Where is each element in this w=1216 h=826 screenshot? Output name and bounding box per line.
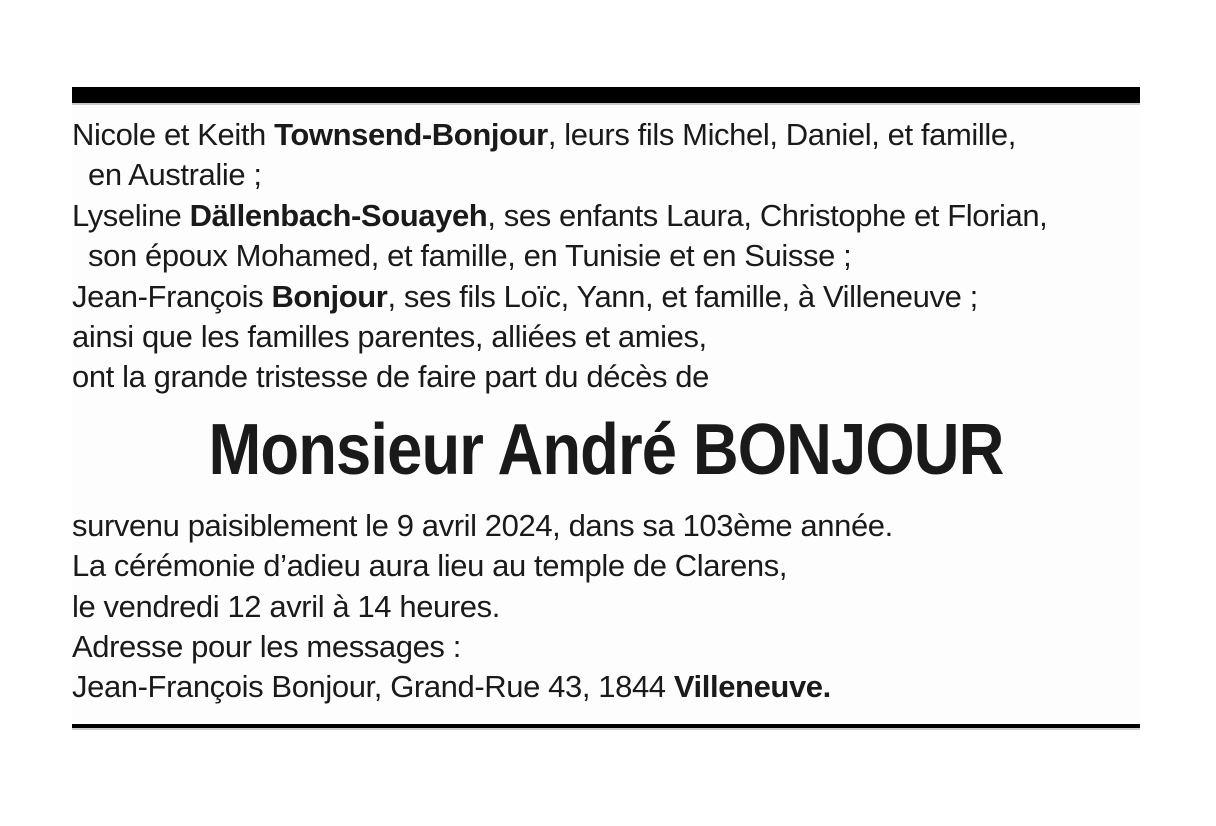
notice-line — [72, 196, 1140, 236]
notice-line — [72, 667, 1140, 707]
text-segment: son époux Mohamed, et famille, en Tunisie et en Suisse ; — [88, 238, 852, 274]
bold-text-segment: Townsend-Bonjour — [274, 117, 548, 152]
notice-line — [72, 506, 1140, 546]
text-segment: Jean-François Bonjour, Grand-Rue 43, 1844 — [72, 669, 674, 705]
notice-line — [72, 236, 1140, 276]
deceased-name-title: Monsieur André BONJOUR — [208, 409, 1004, 490]
text-segment: La cérémonie d’adieu aura lieu au temple de Clarens, — [72, 548, 788, 584]
text-segment: en Australie ; — [88, 157, 262, 193]
bottom-rule — [72, 724, 1140, 730]
text-segment: Adresse pour les messages : — [72, 629, 461, 665]
notice-line — [72, 115, 1140, 155]
obituary-notice-card — [72, 87, 1140, 730]
bold-text-segment: Dällenbach-Souayeh — [189, 197, 488, 233]
text-segment: , ses enfants Laura, Christophe et Florian, — [487, 197, 1048, 233]
text-segment: Lyseline — [72, 197, 190, 233]
text-segment: Nicole et Keith — [72, 117, 275, 152]
notice-line — [72, 277, 1140, 317]
notice-line — [72, 546, 1140, 586]
notice-content — [72, 105, 1140, 708]
notice-line — [72, 627, 1140, 667]
bold-text-segment: Bonjour — [271, 278, 388, 314]
notice-line — [72, 317, 1140, 357]
text-segment: ainsi que les familles parentes, alliées et amies, — [72, 319, 707, 355]
text-segment: , leurs fils Michel, Daniel, et famille, — [547, 117, 1016, 152]
text-segment: survenu paisiblement le 9 avril 2024, dans sa 103ème année. — [72, 507, 893, 543]
notice-line — [72, 357, 1140, 397]
family-intro-block — [72, 115, 1140, 398]
bold-text-segment: Villeneuve. — [673, 669, 831, 705]
text-segment: Jean-François — [72, 278, 272, 314]
top-rule — [72, 87, 1140, 105]
notice-line — [72, 587, 1140, 627]
ceremony-details-block — [72, 506, 1140, 708]
text-segment: le vendredi 12 avril à 14 heures. — [72, 588, 500, 624]
text-segment: ont la grande tristesse de faire part du décès de — [72, 359, 709, 395]
text-segment: , ses fils Loïc, Yann, et famille, à Villeneuve ; — [387, 278, 978, 314]
notice-line — [72, 155, 1140, 195]
